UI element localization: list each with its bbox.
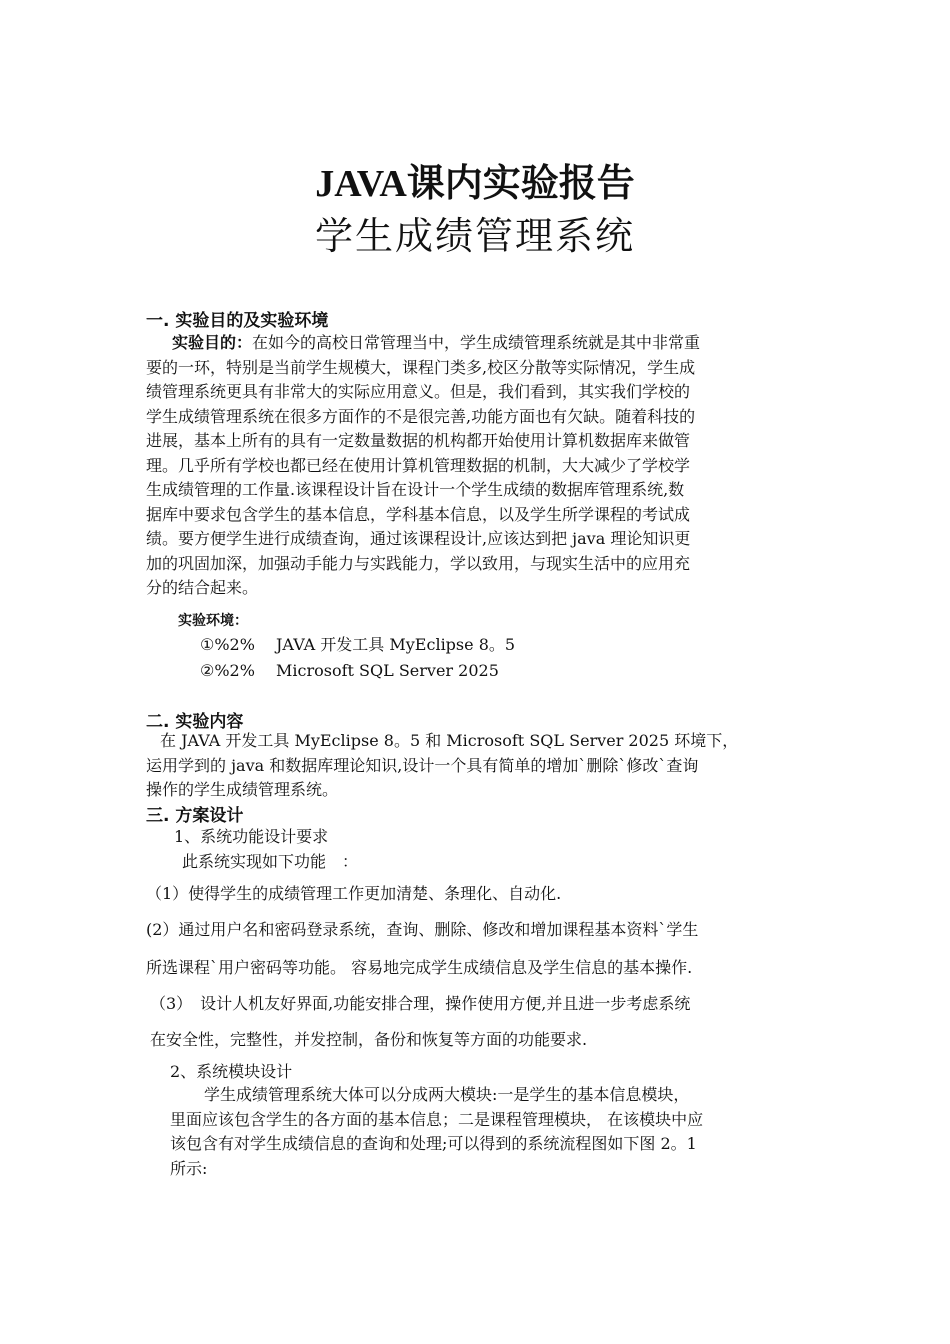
- sub-heading-2: 2、系统模块设计: [170, 1062, 293, 1081]
- module-line: 学生成绩管理系统大体可以分成两大模块:一是学生的基本信息模块，: [204, 1085, 690, 1104]
- purpose-line: 分的结合起来。: [146, 578, 259, 597]
- env-label: 实验环境：: [178, 613, 248, 629]
- purpose-label: 实验目的：: [172, 333, 253, 352]
- purpose-line: 要的一环，特别是当前学生规模大，课程门类多,校区分散等实际情况，学生成: [146, 357, 696, 377]
- section2-heading: 二. 实验内容: [146, 712, 244, 732]
- feature-item-3: （3） 设计人机友好界面,功能安排合理，操作使用方便,并且进一步考虑系统: [150, 994, 691, 1013]
- purpose-line: 生成绩管理的工作量.该课程设计旨在设计一个学生成绩的数据库管理系统,数: [146, 480, 685, 499]
- module-line: 里面应该包含学生的各方面的基本信息；二是课程管理模块， 在该模块中应: [170, 1109, 704, 1129]
- content-line: 操作的学生成绩管理系统。: [146, 780, 339, 799]
- module-line: 该包含有对学生成绩信息的查询和处理;可以得到的系统流程图如下图 2。1: [170, 1134, 697, 1153]
- module-paragraph: [170, 1083, 830, 1181]
- content-line: 在 JAVA 开发工具 MyEclipse 8。5 和 Microsoft SQL Server 2025 环境下，: [160, 731, 739, 750]
- section1-heading: 一. 实验目的及实验环境: [146, 311, 329, 331]
- purpose-line: 理。几乎所有学校也都已经在使用计算机管理数据的机制，大大减少了学校学: [146, 455, 691, 475]
- feature-item-3-cont: 在安全性，完整性，并发控制，备份和恢复等方面的功能要求.: [150, 1030, 588, 1049]
- content-paragraph: [146, 729, 826, 803]
- feature-item-2-cont: 所选课程`用户密码等功能。 容易地完成学生成绩信息及学生信息的基本操作.: [146, 958, 693, 977]
- sub-heading-1: 1、系统功能设计要求: [174, 827, 329, 846]
- purpose-line: 学生成绩管理系统在很多方面作的不是很完善,功能方面也有欠缺。随着科技的: [146, 406, 696, 426]
- purpose-line: 加的巩固加深，加强动手能力与实践能力，学以致用，与现实生活中的应用充: [146, 553, 691, 573]
- feature-item-1: （1）使得学生的成绩管理工作更加清楚、条理化、自动化.: [146, 884, 562, 903]
- features-intro: 此系统实现如下功能 ：: [182, 852, 359, 871]
- feature-item-2: (2）通过用户名和密码登录系统，查询、删除、修改和增加课程基本资料`学生: [146, 920, 699, 939]
- content-line: 运用学到的 java 和数据库理论知识,设计一个具有简单的增加`删除`修改`查询: [146, 755, 699, 775]
- purpose-line: 在如今的高校日常管理当中，学生成绩管理系统就是其中非常重: [252, 333, 701, 352]
- section3-heading: 三. 方案设计: [146, 806, 244, 826]
- purpose-line: 绩管理系统更具有非常大的实际应用意义。但是，我们看到，其实我们学校的: [146, 382, 691, 401]
- module-line: 所示:: [170, 1158, 208, 1178]
- purpose-paragraph: [146, 331, 826, 601]
- page-title: JAVA课内实验报告: [315, 163, 635, 205]
- purpose-line: 进展，基本上所有的具有一定数量数据的机构都开始使用计算机数据库来做管: [146, 431, 691, 450]
- env-item: ①%2% JAVA 开发工具 MyEclipse 8。5: [200, 635, 516, 654]
- env-item: ②%2% Microsoft SQL Server 2025: [200, 661, 499, 680]
- purpose-line: 据库中要求包含学生的基本信息，学科基本信息，以及学生所学课程的考试成: [146, 504, 691, 524]
- page-subtitle: 学生成绩管理系统: [314, 214, 635, 258]
- purpose-line: 绩。要方便学生进行成绩查询，通过该课程设计,应该达到把 java 理论知识更: [146, 529, 691, 548]
